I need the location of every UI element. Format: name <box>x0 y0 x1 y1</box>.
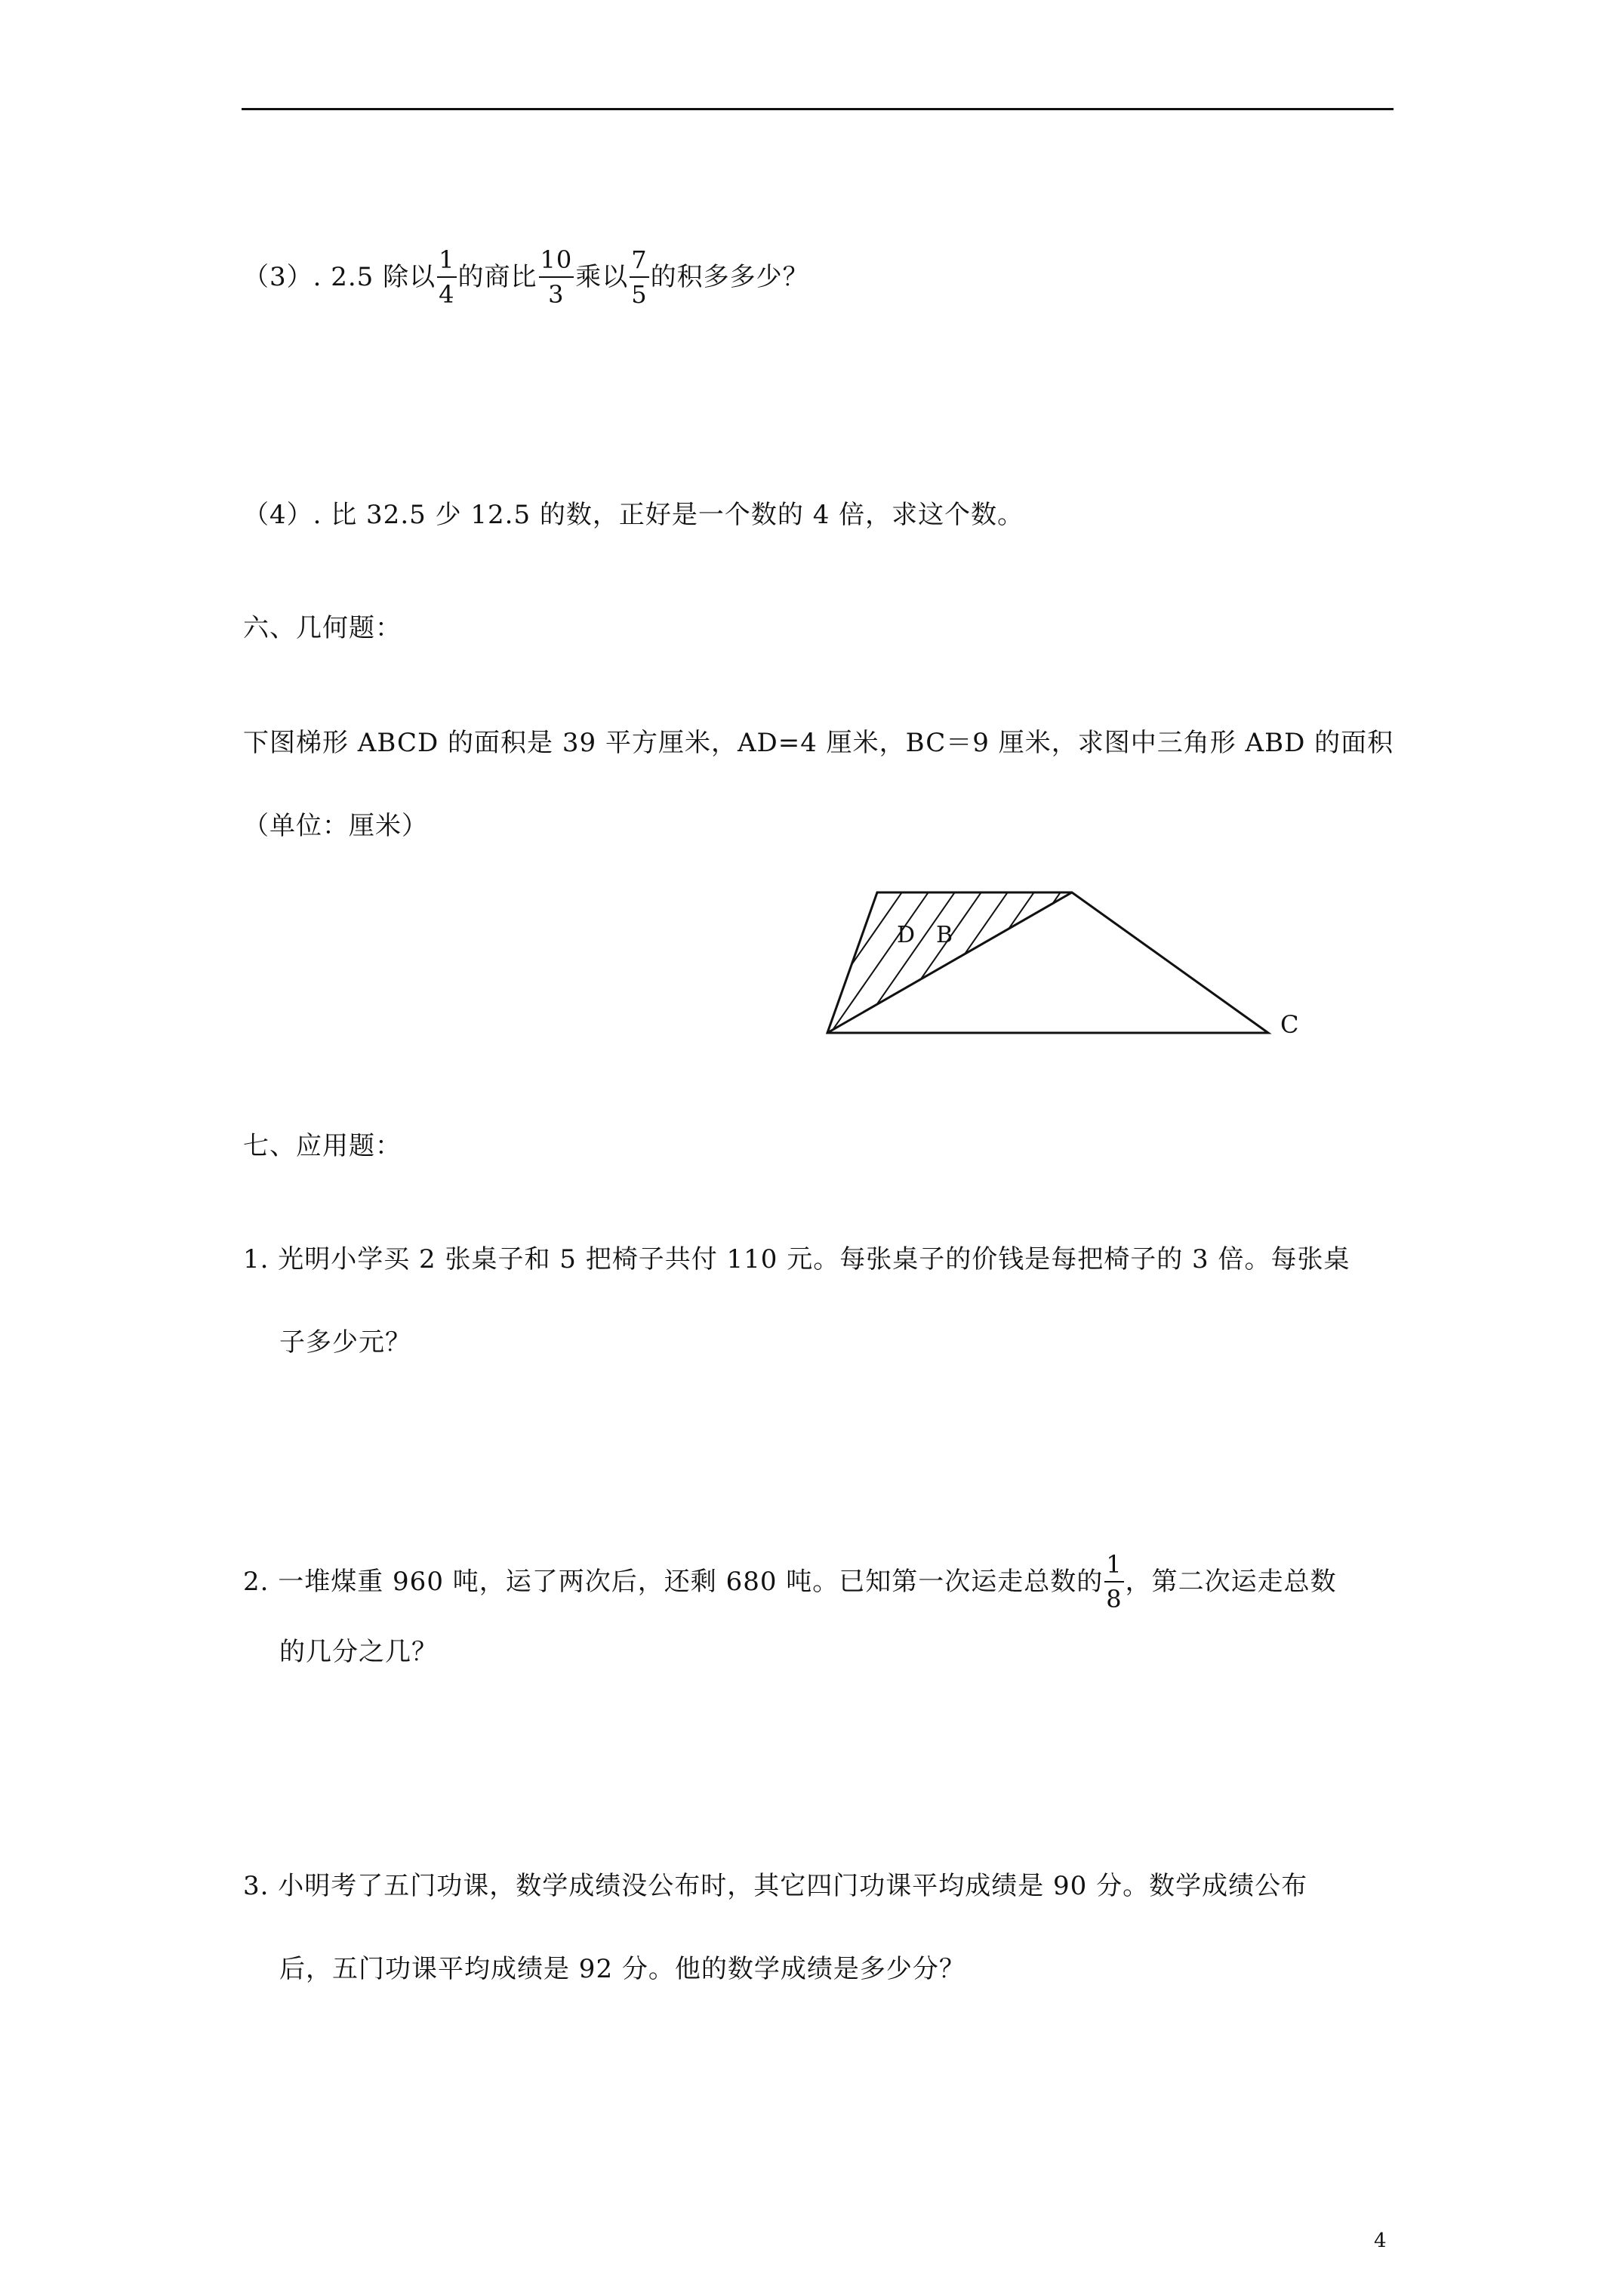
question-3 <box>243 245 809 309</box>
problem-3-line2: 后，五门功课平均成绩是 92 分。他的数学成绩是多少分？ <box>279 1954 965 1984</box>
problem-3-line1: 3. 小明考了五门功课，数学成绩没公布时，其它四门功课平均成绩是 90 分。数学成绩公布 <box>243 1871 1308 1901</box>
section-6-heading: 六、几何题： <box>243 613 402 643</box>
fraction-seven-fifths: $\frac{7}{5}$ <box>631 245 648 309</box>
page-number: 4 <box>1374 2230 1387 2252</box>
q3-suffix: 的积多多少？ <box>650 262 809 292</box>
label-b: B <box>936 922 953 948</box>
fraction-one-quarter: $\frac{1}{4}$ <box>439 245 455 309</box>
q3-mid1: 的商比 <box>457 262 537 292</box>
diagonal-bd <box>827 892 1072 1033</box>
header-rule <box>242 108 1394 110</box>
q3-mid2: 乘以 <box>575 262 629 292</box>
question-4: （4）. 比 32.5 少 12.5 的数，正好是一个数的 4 倍，求这个数。 <box>243 500 1024 530</box>
label-d: D <box>897 922 916 948</box>
q3-prefix: （3）. 2.5 除以 <box>243 262 436 292</box>
section-6-problem-line2: （单位：厘米） <box>243 811 428 841</box>
fraction-one-eighth: $\frac{1}{8}$ <box>1106 1550 1123 1613</box>
problem-2-line2: 的几分之几？ <box>279 1637 438 1667</box>
problem-1-line2: 子多少元？ <box>279 1327 411 1358</box>
fraction-ten-thirds: $\frac{10}{3}$ <box>540 245 573 309</box>
trapezoid-figure <box>815 883 1313 1049</box>
section-6-problem-line1: 下图梯形 ABCD 的面积是 39 平方厘米，AD=4 厘米，BC＝9 厘米，求图中三角形 ABD 的面积 <box>243 728 1394 758</box>
label-c: C <box>1280 1010 1299 1039</box>
section-7-heading: 七、应用题： <box>243 1131 402 1161</box>
problem-2-line1: 2. 一堆煤重 960 吨，运了两次后，还剩 680 吨。已知第一次运走总数的 $\frac{1}{8}$ ，第二次运走总数 <box>243 1550 1337 1613</box>
problem-1-line1: 1. 光明小学买 2 张桌子和 5 把椅子共付 110 元。每张桌子的价钱是每把椅子的 3 倍。每张桌 <box>243 1244 1350 1274</box>
trapezoid-outline <box>827 892 1268 1033</box>
